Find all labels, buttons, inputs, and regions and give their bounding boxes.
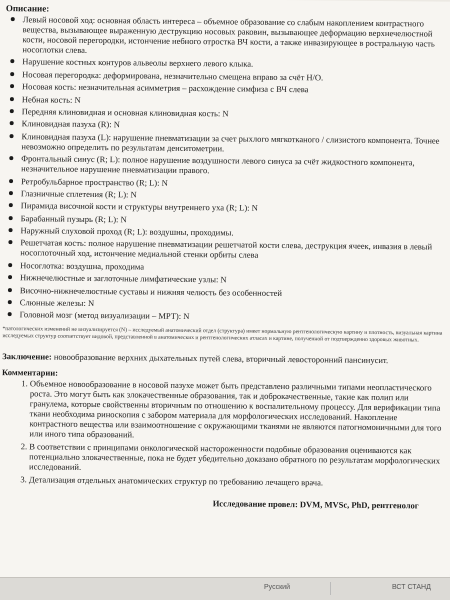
- finding-item: Решетчатая кость: полное нарушение пневматизации решетчатой кости слева, деструкция ячеек, инвазия в левый носоглоточный ход, истончение медиальной стенки орбиты слева: [6, 238, 443, 263]
- finding-item: Наружный слуховой проход (R; L): воздушны, проходимы.: [7, 225, 444, 240]
- conclusion-label: Заключение:: [2, 350, 52, 362]
- comment-item: 1. Объемное новообразование в носовой пазухе может быть представлено различными типами неопластического роста. Это могут быть как злокачественные образования, так и доброкачественные, такие как полип или гранулема, которые свойственны вторичным по отношению к воспалительному процессу. Для верификации типа ткани необходима риноскопия с забором материала для морфологических исследований. Накопление контрастного вещества или взаимоотношение с окружающими тканями не являются патогномоничными для того или иного типа образований.: [29, 378, 442, 442]
- finding-item: Нижнечелюстные и заглоточные лимфатические узлы: N: [6, 272, 443, 287]
- comments-list: [1, 378, 442, 489]
- findings-list: [3, 14, 446, 324]
- finding-item: Небная кость: N: [8, 94, 445, 109]
- signature: Исследование провел: DVM, MVSc, PhD, рентгенолог: [212, 497, 419, 511]
- finding-item: Глазничные сплетения (R; L): N: [7, 188, 444, 203]
- input-mode-indicator[interactable]: ВСТ СТАНД: [392, 584, 431, 591]
- section-heading: Описание:: [5, 3, 50, 14]
- conclusion-text: новообразование верхних дыхательных путей слева, вторичный левосторонний пансинусит.: [53, 351, 389, 365]
- language-indicator[interactable]: Русский: [264, 584, 290, 591]
- finding-item: Передняя клиновидная и основная клиновидная кость: N: [8, 106, 445, 121]
- finding-item: Барабанный пузырь (R; L): N: [7, 213, 444, 228]
- footnote: *патологических изменений не визуализируется (N) – исследуемый анатомический отдел (структура) имеет нормальную рентгенологическую картину и плотность, визуальная картина исследуемых структур соответствует видовой, представленной в анатомических и рентгенологических атласах и картине, полученной от подтвержденно здоровых животных.: [2, 326, 443, 344]
- finding-item: Носоглотка: воздушна, проходима: [6, 260, 443, 275]
- finding-item: Клиновидная пазуха (R): N: [8, 118, 445, 133]
- comment-item: 2. В соответствии с принципами онкологической настороженности подобные образования оцениваются как потенциально злокачественные, пока не будет убедительно доказано обратного по результатам морфологических исследований.: [29, 441, 441, 475]
- finding-item: Пирамида височной кости и структуры внутреннего уха (R; L): N: [7, 200, 444, 215]
- comment-item: 3. Детализация отдельных анатомических структур по требованию лечащего врача.: [29, 474, 441, 488]
- finding-item: Левый носовой ход: основная область интереса – объемное образование со слабым накоплением контрастного вещества, вызывающее выраженную деструкцию носовых раковин, вызывающее деформацию верхнечелюстной кости, носовой перегородки, истончение небного отростка ВЧ кости, а также инвазирующее в ростральную часть носоглотки слева.: [8, 14, 445, 59]
- finding-item: Фронтальный синус (R; L): полное нарушение воздушности левого синуса за счёт жидкостного компонента, незначительное нарушение пневматизации правого.: [7, 153, 444, 178]
- finding-item: Ретробульбарное пространство (R; L): N: [7, 176, 444, 191]
- finding-item: Нарушение костных контуров альвеолы верхнего левого клыка.: [8, 57, 445, 72]
- finding-item: Клиновидная пазуха (L): нарушение пневматизации за счет рыхлого мягкотканого / слизистого компонента. Точнее невозможно определить по результатам денситометрии.: [7, 131, 444, 156]
- conclusion: [2, 351, 442, 366]
- finding-item: Носовая кость: незначительная асимметрия – расхождение симфиза с ВЧ слева: [8, 81, 445, 96]
- finding-item: Головной мозг (метод визуализации – МРТ): N: [6, 310, 443, 325]
- finding-item: Носовая перегородка: деформирована, незначительно смещена вправо за счёт Н/О.: [8, 69, 445, 84]
- status-bar: [0, 577, 450, 600]
- finding-item: Височно-нижнечелюстные суставы и нижняя челюсть без особенностей: [6, 285, 443, 300]
- comments-heading: Комментарии:: [2, 366, 59, 378]
- status-divider: [330, 582, 331, 595]
- finding-item: Слюнные железы: N: [6, 297, 443, 312]
